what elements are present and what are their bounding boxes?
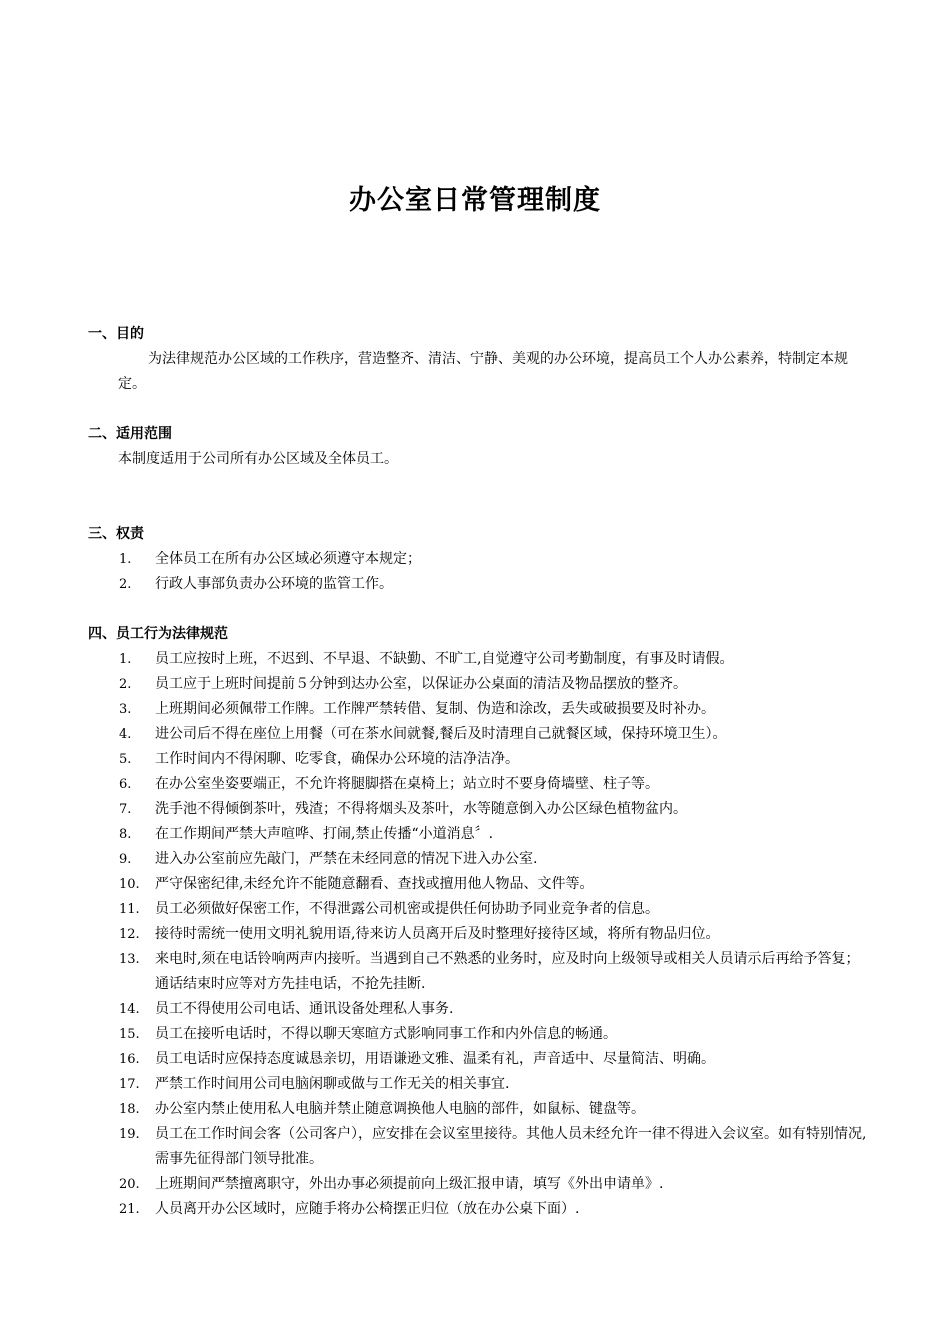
- section-heading: 三、权责: [88, 526, 144, 542]
- list-item-number: 5.: [119, 752, 132, 767]
- list-item-number: 12.: [119, 927, 140, 942]
- list-item-number: 11.: [119, 902, 140, 917]
- conduct-rule-list: [88, 647, 868, 1222]
- list-item-number: 19.: [119, 1127, 140, 1142]
- list-item-text: 员工在接听电话时，不得以聊天寒暄方式影响同事工作和内外信息的畅通。: [155, 1026, 617, 1042]
- section-heading: 二、适用范围: [88, 426, 172, 442]
- list-item-number: 1.: [119, 652, 132, 667]
- list-item-text: 人员离开办公区域时，应随手将办公椅摆正归位（放在办公桌下面）.: [155, 1201, 580, 1217]
- list-item: [88, 647, 868, 672]
- list-item-number: 7.: [119, 802, 132, 817]
- list-item-text: 工作时间内不得闲聊、吃零食，确保办公环境的洁净洁净。: [155, 751, 519, 767]
- list-item-text: 来电时,须在电话铃响两声内接听。当遇到自己不熟悉的业务时，应及时向上级领导或相关人员请示后再给予答复；通话结束时应等对方先挂电话，不抢先挂断.: [155, 951, 860, 992]
- list-item-number: 13.: [119, 952, 140, 967]
- list-item: [88, 1022, 868, 1047]
- list-item: [88, 1197, 868, 1222]
- list-item-number: 3.: [119, 702, 132, 717]
- list-item: [88, 1172, 868, 1197]
- list-item-number: 10.: [119, 877, 140, 892]
- list-item-text: 员工应按时上班，不迟到、不早退、不缺勤、不旷工,自觉遵守公司考勤制度，有事及时请假。: [155, 651, 734, 667]
- section-responsibilities: [88, 522, 868, 597]
- list-item-number: 2.: [119, 677, 132, 692]
- list-item: [88, 697, 868, 722]
- list-item: [88, 747, 868, 772]
- list-item-number: 14.: [119, 1002, 140, 1017]
- list-item: [88, 672, 868, 697]
- list-item: [88, 847, 868, 872]
- list-item-text: 全体员工在所有办公区域必须遵守本规定；: [155, 551, 421, 567]
- list-item-text: 在工作期间严禁大声喧哗、打闹,禁止传播“小道消息〞.: [155, 826, 494, 842]
- list-item: [88, 547, 868, 572]
- list-item: [88, 772, 868, 797]
- list-item: [88, 1122, 868, 1172]
- list-item: [88, 1072, 868, 1097]
- list-item: [88, 822, 868, 847]
- list-item-text: 严守保密纪律,未经允许不能随意翻看、查找或擅用他人物品、文件等。: [155, 876, 594, 892]
- section-purpose: [88, 322, 868, 397]
- list-item-text: 行政人事部负责办公环境的监管工作。: [155, 576, 393, 592]
- section-conduct-rules: [88, 622, 868, 1222]
- list-item-text: 洗手池不得倾倒茶叶，残渣；不得将烟头及茶叶，水等随意倒入办公区绿色植物盆内。: [155, 801, 687, 817]
- list-item: [88, 997, 868, 1022]
- list-item-text: 上班期间严禁擅离职守，外出办事必须提前向上级汇报申请，填写《外出申请单》.: [155, 1176, 664, 1192]
- list-item-number: 2.: [119, 577, 132, 592]
- list-item-text: 员工不得使用公司电话、通讯设备处理私人事务.: [155, 1001, 454, 1017]
- list-item-text: 进公司后不得在座位上用餐（可在茶水间就餐,餐后及时清理自己就餐区域，保持环境卫生）。: [155, 726, 727, 742]
- section-heading: 一、目的: [88, 326, 144, 342]
- list-item-number: 18.: [119, 1102, 140, 1117]
- section-heading: 四、员工行为法律规范: [88, 626, 228, 642]
- list-item: [88, 1097, 868, 1122]
- list-item-text: 在办公室坐姿要端正，不允许将腿脚搭在桌椅上；站立时不要身倚墙壁、柱子等。: [155, 776, 659, 792]
- list-item-number: 6.: [119, 777, 132, 792]
- list-item: [88, 872, 868, 897]
- section-paragraph: 为法律规范办公区域的工作秩序，营造整齐、清洁、宁静、美观的办公环境，提高员工个人办公素养，特制定本规定。: [118, 351, 848, 392]
- list-item-number: 1.: [119, 552, 132, 567]
- list-item-text: 员工应于上班时间提前５分钟到达办公室，以保证办公桌面的清洁及物品摆放的整齐。: [155, 676, 687, 692]
- list-item-text: 办公室内禁止使用私人电脑并禁止随意调换他人电脑的部件，如鼠标、键盘等。: [155, 1101, 645, 1117]
- list-item-number: 15.: [119, 1027, 140, 1042]
- list-item: [88, 722, 868, 747]
- list-item-text: 员工在工作时间会客（公司客户），应安排在会议室里接待。其他人员未经允许一律不得进入会议室。如有特别情况,需事先征得部门领导批准。: [155, 1126, 867, 1167]
- list-item: [88, 897, 868, 922]
- list-item: [88, 947, 868, 997]
- list-item-text: 严禁工作时间用公司电脑闲聊或做与工作无关的相关事宜.: [155, 1076, 510, 1092]
- list-item-text: 上班期间必须佩带工作牌。工作牌严禁转借、复制、伪造和涂改，丢失或破损要及时补办。: [155, 701, 715, 717]
- list-item-text: 员工必须做好保密工作，不得泄露公司机密或提供任何协助予同业竞争者的信息。: [155, 901, 659, 917]
- list-item: [88, 1047, 868, 1072]
- list-item-number: 9.: [119, 852, 132, 867]
- list-item-number: 17.: [119, 1077, 140, 1092]
- list-item-text: 进入办公室前应先敲门，严禁在未经同意的情况下进入办公室.: [155, 851, 538, 867]
- document-title: 办公室日常管理制度: [349, 185, 601, 216]
- list-item: [88, 572, 868, 597]
- list-item-number: 16.: [119, 1052, 140, 1067]
- list-item-text: 员工电话时应保持态度诚恳亲切，用语谦逊文雅、温柔有礼，声音适中、尽量简洁、明确。: [155, 1051, 715, 1067]
- list-item-number: 21.: [119, 1202, 140, 1217]
- list-item: [88, 797, 868, 822]
- list-item-number: 20.: [119, 1177, 140, 1192]
- list-item-number: 8.: [119, 827, 132, 842]
- list-item-number: 4.: [119, 727, 132, 742]
- section-paragraph: 本制度适用于公司所有办公区域及全体员工。: [118, 451, 398, 467]
- list-item: [88, 922, 868, 947]
- responsibility-list: [88, 547, 868, 597]
- section-scope: [88, 422, 868, 472]
- list-item-text: 接待时需统一使用文明礼貌用语,待来访人员离开后及时整理好接待区域，将所有物品归位。: [155, 926, 720, 942]
